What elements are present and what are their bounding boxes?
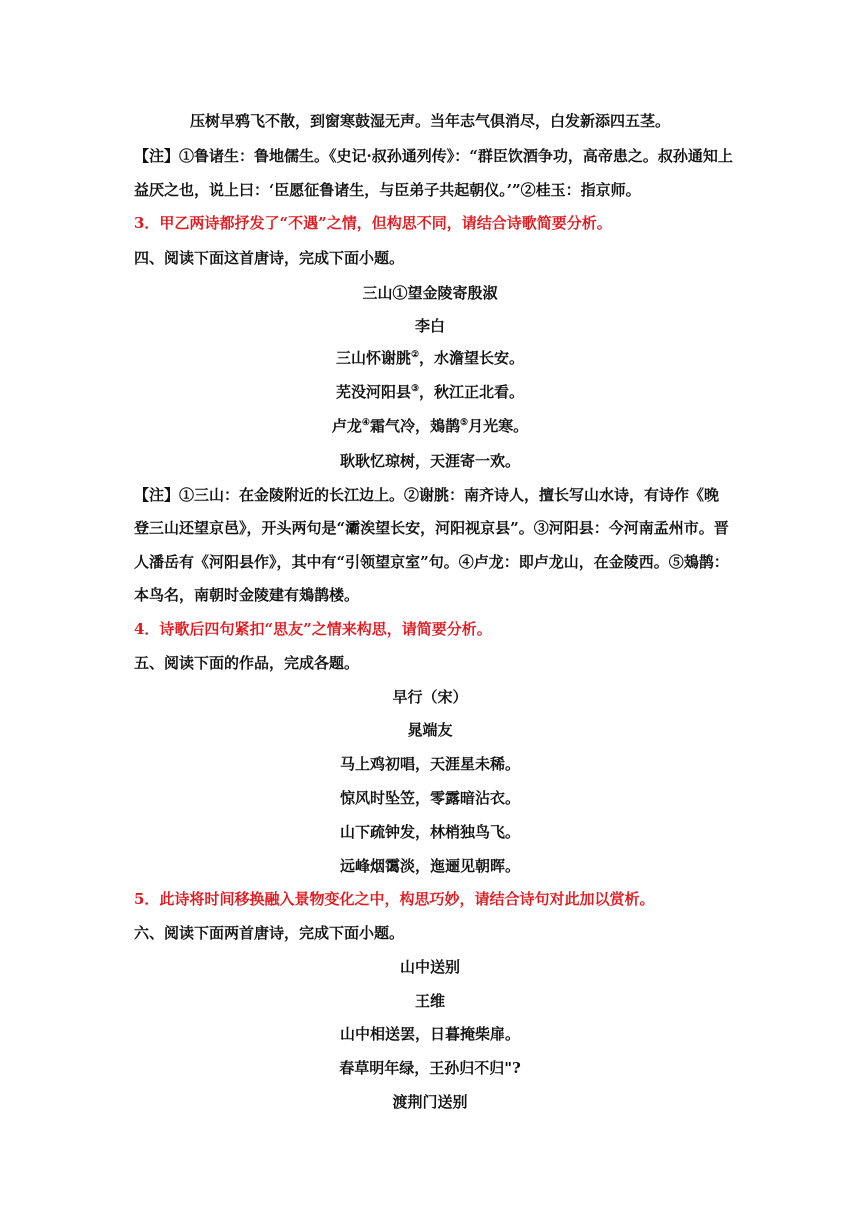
note-line: 【注】①三山：在金陵附近的长江边上。②谢朓：南齐诗人，擅长写山水诗，有诗作《晚	[134, 486, 720, 504]
poem-line: 山下疏钟发，林梢独鸟飞。	[339, 823, 520, 841]
poem-line: 压树早鸦飞不散，到窗寒鼓湿无声。当年志气俱消尽，白发新添四五茎。	[189, 112, 670, 130]
question-4: 4．诗歌后四句紧扣“思友”之情来构思，请简要分析。	[134, 620, 492, 638]
section-heading-5: 五、阅读下面的作品，完成各题。	[134, 654, 360, 672]
poem-line: 芜没河阳县③，秋江正北看。	[335, 383, 525, 401]
poem-line: 耿耿忆琼树，天涯寄一欢。	[339, 452, 520, 470]
poem-line: 远峰烟霭淡，迤逦见朝晖。	[339, 857, 520, 875]
poem-title: 早行（宋）	[392, 688, 468, 706]
poem-line: 山中相送罢，日暮掩柴扉。	[339, 1025, 520, 1043]
poem-line: 惊风时坠笠，零露暗沾衣。	[339, 789, 520, 807]
poem-title: 渡荆门送别	[392, 1093, 468, 1111]
poem-author: 王维	[414, 992, 445, 1010]
poem-title: 三山①望金陵寄殷淑	[362, 284, 498, 302]
question-3: 3．甲乙两诗都抒发了“不遇”之情，但构思不同，请结合诗歌简要分析。	[134, 214, 612, 232]
poem-line: 三山怀谢朓②，水澹望长安。	[335, 349, 525, 367]
section-heading-4: 四、阅读下面这首唐诗，完成下面小题。	[134, 249, 405, 267]
section-heading-6: 六、阅读下面两首唐诗，完成下面小题。	[134, 924, 405, 942]
poem-line: 春草明年绿，王孙归不归"?	[339, 1059, 521, 1077]
poem-author: 李白	[414, 317, 445, 335]
note-line: 登三山还望京邑》，开头两句是“灞涘望长安，河阳视京县”。③河阳县：今河南孟州市。晋	[134, 519, 729, 537]
poem-author: 晁端友	[407, 721, 453, 739]
note-line: 益厌之也，说上曰：‘臣愿征鲁诸生，与臣弟子共起朝仪。’”②桂玉：指京师。	[134, 181, 641, 199]
poem-line: 马上鸡初唱，天涯星未稀。	[339, 755, 520, 773]
note-line: 人潘岳有《河阳县作》，其中有“引领望京室”句。④卢龙：即卢龙山，在金陵西。⑤鳷鹊：	[134, 553, 729, 571]
note-line: 本鸟名，南朝时金陵建有鳷鹊楼。	[134, 586, 360, 604]
poem-line: 卢龙④霜气冷，鳷鹊⑤月光寒。	[331, 417, 529, 435]
note-line: 【注】①鲁诸生：鲁地儒生。《史记·叔孙通列传》：“群臣饮酒争功，高帝患之。叔孙通知上	[134, 147, 733, 165]
question-5: 5．此诗将时间移换融入景物变化之中，构思巧妙，请结合诗句对此加以赏析。	[134, 890, 655, 908]
poem-title: 山中送别	[399, 958, 460, 976]
